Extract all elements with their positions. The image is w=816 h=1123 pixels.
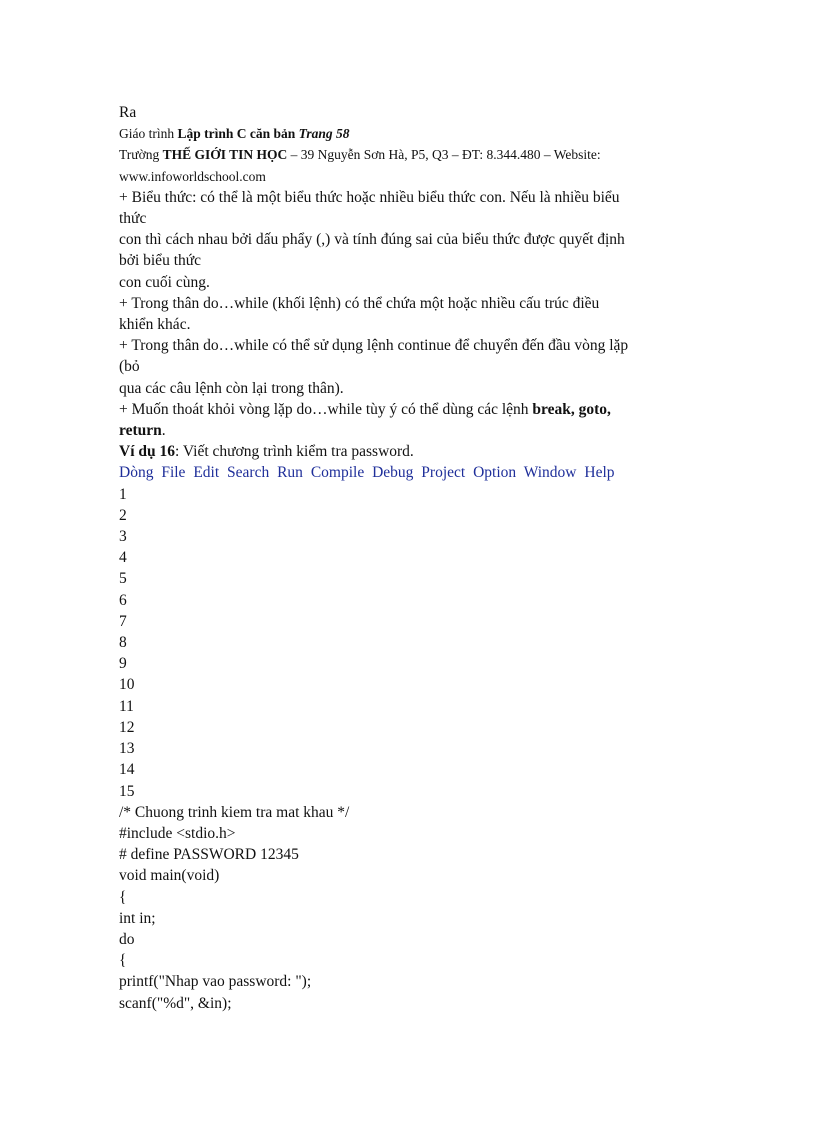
book-page: Trang 58 xyxy=(298,126,350,142)
paragraph-4a: + Trong thân do…while (khối lệnh) có thể chứa một hoặc nhiều cấu trúc điều xyxy=(119,294,600,312)
paragraph-7a: + Muốn thoát khỏi vòng lặp do…while tùy ý có thể dùng các lệnh xyxy=(119,400,533,418)
menu-item-file[interactable]: File xyxy=(161,464,186,482)
line-number: 1 xyxy=(119,485,127,503)
paragraph-7-end xyxy=(119,420,699,441)
code-line: int in; xyxy=(119,909,156,927)
keyword-return: return xyxy=(119,422,162,440)
line-number: 2 xyxy=(119,506,127,524)
line-number: 10 xyxy=(119,676,135,694)
school-prefix: Trường xyxy=(119,147,163,163)
code-line: void main(void) xyxy=(119,867,220,885)
menu-item-project[interactable]: Project xyxy=(421,464,466,482)
paragraph-1a: + Biểu thức: có thể là một biểu thức hoặc nhiều biểu thức con. Nếu là nhiều biểu xyxy=(119,188,620,206)
code-line: #include <stdio.h> xyxy=(119,824,236,842)
paragraph-5a: + Trong thân do…while có thể sử dụng lệnh continue để chuyển đến đầu vòng lặp xyxy=(119,337,629,355)
line-number: 7 xyxy=(119,612,127,630)
school-info: – 39 Nguyễn Sơn Hà, P5, Q3 – ĐT: 8.344.480 – Website: xyxy=(287,147,601,163)
menu-item-window[interactable]: Window xyxy=(523,464,577,482)
code-line: /* Chuong trinh kiem tra mat khau */ xyxy=(119,803,350,821)
line-number: 13 xyxy=(119,740,135,758)
paragraph-3: con cuối cùng. xyxy=(119,273,210,291)
code-line: scanf("%d", &in); xyxy=(119,994,232,1012)
line-number: 14 xyxy=(119,761,135,779)
ra-text: Ra xyxy=(119,104,137,121)
line-number: 11 xyxy=(119,697,134,715)
paragraph-4b: khiển khác. xyxy=(119,316,191,334)
menu-item-help[interactable]: Help xyxy=(584,464,615,482)
code-line: do xyxy=(119,930,135,948)
line-number: 8 xyxy=(119,634,127,652)
menu-item-search[interactable]: Search xyxy=(227,464,270,482)
line-number: 6 xyxy=(119,591,127,609)
period: . xyxy=(161,422,166,440)
line-number: 5 xyxy=(119,570,127,588)
menu-item-option[interactable]: Option xyxy=(473,464,517,482)
code-line: printf("Nhap vao password: "); xyxy=(119,973,312,991)
book-prefix: Giáo trình xyxy=(119,126,178,142)
line-number: 4 xyxy=(119,549,127,567)
book-title: Lập trình C căn bản xyxy=(177,126,296,142)
menu-item-compile[interactable]: Compile xyxy=(310,464,365,482)
school-name: THẾ GIỚI TIN HỌC xyxy=(162,147,288,163)
code-line: # define PASSWORD 12345 xyxy=(119,846,299,864)
example-label: Ví dụ 16 xyxy=(119,443,175,461)
menu-item-debug[interactable]: Debug xyxy=(372,464,414,482)
ide-menu-bar xyxy=(119,462,699,483)
document-page xyxy=(119,102,699,1014)
paragraph-7-keywords: break, goto, xyxy=(532,400,611,418)
school-line xyxy=(119,144,699,165)
website-text: www.infoworldschool.com xyxy=(119,168,266,184)
paragraph-6: qua các câu lệnh còn lại trong thân). xyxy=(119,379,344,397)
example-text: : Viết chương trình kiểm tra password. xyxy=(175,443,414,461)
line-number: 3 xyxy=(119,528,127,546)
paragraph-2b: bởi biểu thức xyxy=(119,252,202,270)
line-number: 12 xyxy=(119,718,135,736)
menu-item-dong[interactable]: Dòng xyxy=(119,464,154,482)
paragraph-1b: thức xyxy=(119,210,147,228)
paragraph-7 xyxy=(119,399,699,420)
code-line: { xyxy=(119,952,127,970)
menu-item-edit[interactable]: Edit xyxy=(193,464,220,482)
menu-item-run[interactable]: Run xyxy=(277,464,303,482)
code-block xyxy=(119,802,699,1014)
example-heading xyxy=(119,441,699,462)
paragraph-5b: (bỏ xyxy=(119,358,140,376)
line-number: 9 xyxy=(119,655,127,673)
book-header xyxy=(119,123,699,144)
code-line: { xyxy=(119,888,127,906)
paragraph-2a: con thì cách nhau bởi dấu phẩy (,) và tính đúng sai của biểu thức được quyết định xyxy=(119,231,625,249)
line-numbers xyxy=(119,484,699,802)
line-number: 15 xyxy=(119,782,135,800)
